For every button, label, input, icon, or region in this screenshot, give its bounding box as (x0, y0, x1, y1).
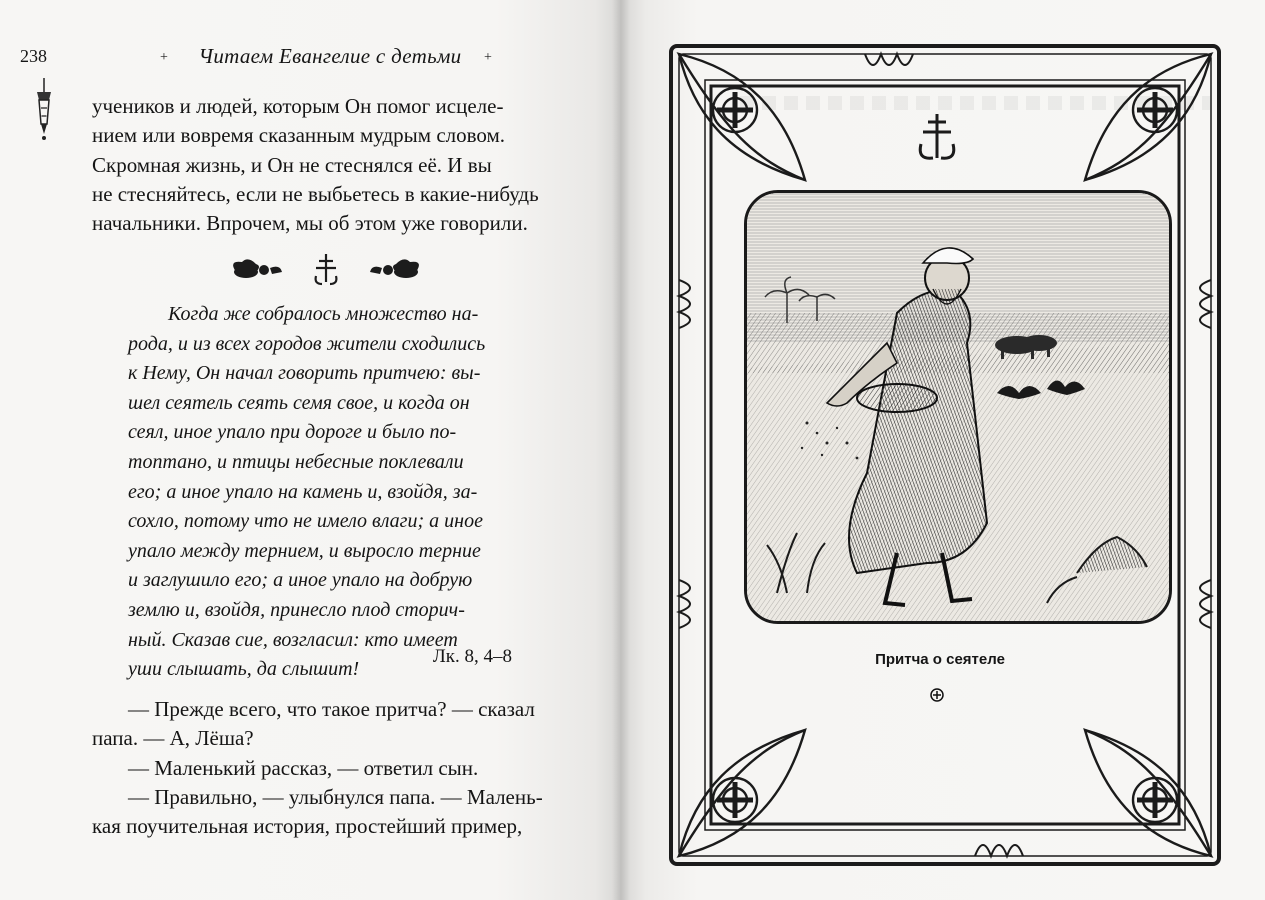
text-line: сеял, иное упало при дороге и было по- (128, 421, 457, 444)
running-head-cross-icon: + (484, 50, 492, 65)
text-line: и заглушило его; а иное упало на добрую (128, 569, 473, 592)
text-line: кая поучительная история, простейший пример, (92, 814, 523, 839)
text-line: не стесняйтесь, если не выбьетесь в какие-нибудь (92, 181, 539, 206)
text-line: шел сеятель сеять семя свое, и когда он (128, 391, 470, 414)
paragraph (92, 92, 560, 238)
text-line: — Прежде всего, что такое притча? — сказал (128, 697, 535, 721)
hanging-lamp-icon (34, 78, 54, 148)
text-line: учеников и людей, которым Он помог исцеле- (92, 94, 504, 118)
text-line: папа. — А, Лёша? (92, 726, 254, 751)
text-line: начальники. Впрочем, мы об этом уже говорили. (92, 211, 528, 236)
text-line: сохло, потому что не имело влаги; а иное (128, 510, 483, 533)
text-line: Скромная жизнь, и Он не стеснялся её. И вы (92, 152, 492, 177)
running-head-cross-icon: + (160, 50, 168, 65)
text-line: Когда же собралось множество на- (168, 303, 479, 325)
text-line: землю и, взойдя, принесло плод сторич- (128, 598, 465, 621)
text-line: уши слышать, да слышит! (128, 658, 360, 681)
page-number: 238 (20, 46, 47, 66)
book-gutter (612, 0, 630, 900)
angels-cross-ornament-icon (226, 252, 426, 288)
text-line: к Нему, Он начал говорить притчею: вы- (128, 362, 481, 385)
anchor-cross-icon (920, 114, 954, 158)
scripture-quote (128, 300, 512, 685)
text-line: ный. Сказав сие, возгласил: кто имеет (128, 628, 458, 651)
text-line: нием или вовремя сказанным мудрым словом. (92, 123, 506, 148)
dialogue (92, 695, 558, 841)
scripture-reference: Лк. 8, 4–8 (432, 646, 512, 667)
running-head: Читаем Евангелие с детьми (198, 44, 462, 68)
text-line: топтано, и птицы небесные поклевали (128, 450, 464, 473)
sower-illustration (744, 190, 1172, 624)
text-line: — Правильно, — улыбнулся папа. — Малень- (128, 784, 543, 809)
illustration-caption: Притча о сеятеле (875, 651, 1005, 668)
text-line: рода, и из всех городов жители сходились (128, 332, 486, 355)
text-line: упало между тернием, и выросло терние (128, 539, 481, 562)
text-line: его; а иное упало на камень и, взойдя, за- (128, 480, 478, 503)
caption-cross-icon (930, 688, 944, 702)
sower-engraving-image (747, 193, 1169, 621)
text-line: — Маленький рассказ, — ответил сын. (128, 755, 479, 780)
